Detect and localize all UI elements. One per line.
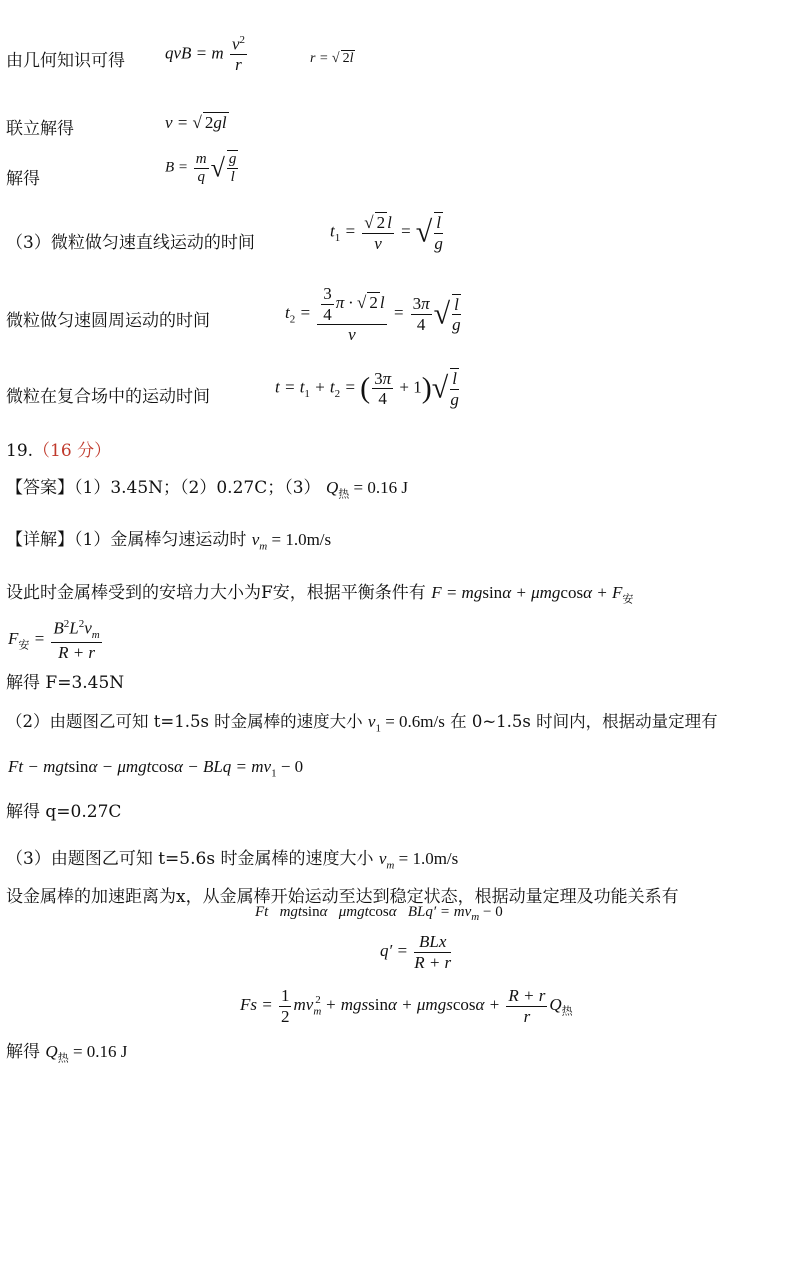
line-text: 微粒在复合场中的运动时间 [6,387,210,407]
line-combine [6,114,74,139]
eq-balance: $F = mgsin\alpha + \mu mgcos\alpha + F_安$ [431,583,634,606]
answer-label: 【答案】 [6,478,74,498]
paragraph-text: 解得 [6,1042,40,1062]
line-t2 [6,306,210,331]
line-text: （3）微粒做匀速直线运动的时间 [6,233,255,253]
line-text: 微粒做匀速圆周运动的时间 [6,311,210,331]
eq-vm: $v_m = 1.0m/s$ [251,530,332,553]
eq-velocity: v = √ 2gl [165,113,227,132]
paragraph-text-2: 在 0~1.5s 时间内，根据动量定理有 [450,712,718,731]
eq-vm-2: $v_m = 1.0m/s$ [378,849,459,872]
answer-part-1: （1）3.45N； [74,478,181,498]
eq-radius: r = √ 2l [310,51,354,66]
answer-part-3: （3） [284,478,321,498]
paragraph-text: 设此时金属棒受到的安培力大小为F安，根据平衡条件有 [6,583,426,603]
question-19-heading [6,436,111,461]
answer-part-2: （2）0.27C； [180,478,285,498]
line-text: 联立解得 [6,119,74,139]
line-text: 由几何知识可得 [6,51,125,71]
paragraph-solve-heat [6,1037,127,1065]
detail-text: （1）金属棒匀速运动时 [74,530,247,550]
paragraph-text: 解得 q=0.27C [6,802,122,822]
line-text: 解得 [6,169,40,189]
question-score: （16 分） [33,441,112,461]
answer-line [6,473,408,501]
answer-heat: $Q_热 = 0.16$ J [325,478,408,501]
eq-momentum-2: Ft mgtsinα μmgtcosα $BLq' = mv_m - 0$ [255,904,503,923]
line-t1 [6,228,255,253]
line-geometry [6,46,125,71]
paragraph-solve-q [6,797,121,822]
eq-total-time: $t = t_1 + t_2$ = ( $\frac{3\pi}{4}$ + 1)√ $\frac{l}{g}$ [275,368,459,409]
eq-heat: $Q_热 = 0.16$ J [45,1042,128,1065]
eq-lorentz-force: qvB = m $\frac{v^2}{r}$ [165,34,245,75]
line-solve-b [6,164,40,189]
paragraph-balance [6,578,633,606]
paragraph-text: 设金属棒的加速距离为x，从金属棒开始运动至达到稳定状态，根据动量定理及功能关系有 [6,887,679,907]
paragraph-text: （2）由题图乙可知 t=1.5s 时金属棒的速度大小 [6,712,363,731]
eq-v1: $v_1 = 0.6m/s$ [367,712,445,735]
eq-charge: q′ = BLx R + r [380,932,452,972]
paragraph-momentum [6,708,718,734]
paragraph-t56 [6,844,458,871]
paragraph-text: 解得 F=3.45N [6,673,125,693]
line-total-time [6,382,210,407]
eq-t1: $t_1$ = $\frac{√ 2 l}{v}$ = √ $\frac{l}{g}$ [330,213,443,253]
question-number: 19. [6,441,34,461]
eq-ampere-force: $F_安$ = $\frac{B^2L^2v_m}{R + r}$ [8,618,100,662]
eq-energy: Fs = $\frac{1}{2}$ $mv_m^2 + mgssin\alpha + \mu mgscos\alpha$ + $\frac{R + r}{r}$ $Q_热$ [240,986,573,1026]
eq-t2: $t_2$ = $\frac{3}{4}$ π · √ 2 l v = $\frac{3\pi}{4}$ √ $\frac{l}{g}$ [285,284,461,345]
eq-momentum-1: Ft − mgtsinα − μmgtcosα − BLq = $mv_1 - 0$ [8,757,304,780]
paragraph-text: （3）由题图乙可知 t=5.6s 时金属棒的速度大小 [6,849,374,869]
detail-label: 【详解】 [6,530,74,550]
paragraph-solve-f [6,668,124,693]
eq-field-b: B = $\frac{m}{q}$ √ $\frac{g}{l}$ [165,150,237,186]
detail-line [6,525,331,552]
